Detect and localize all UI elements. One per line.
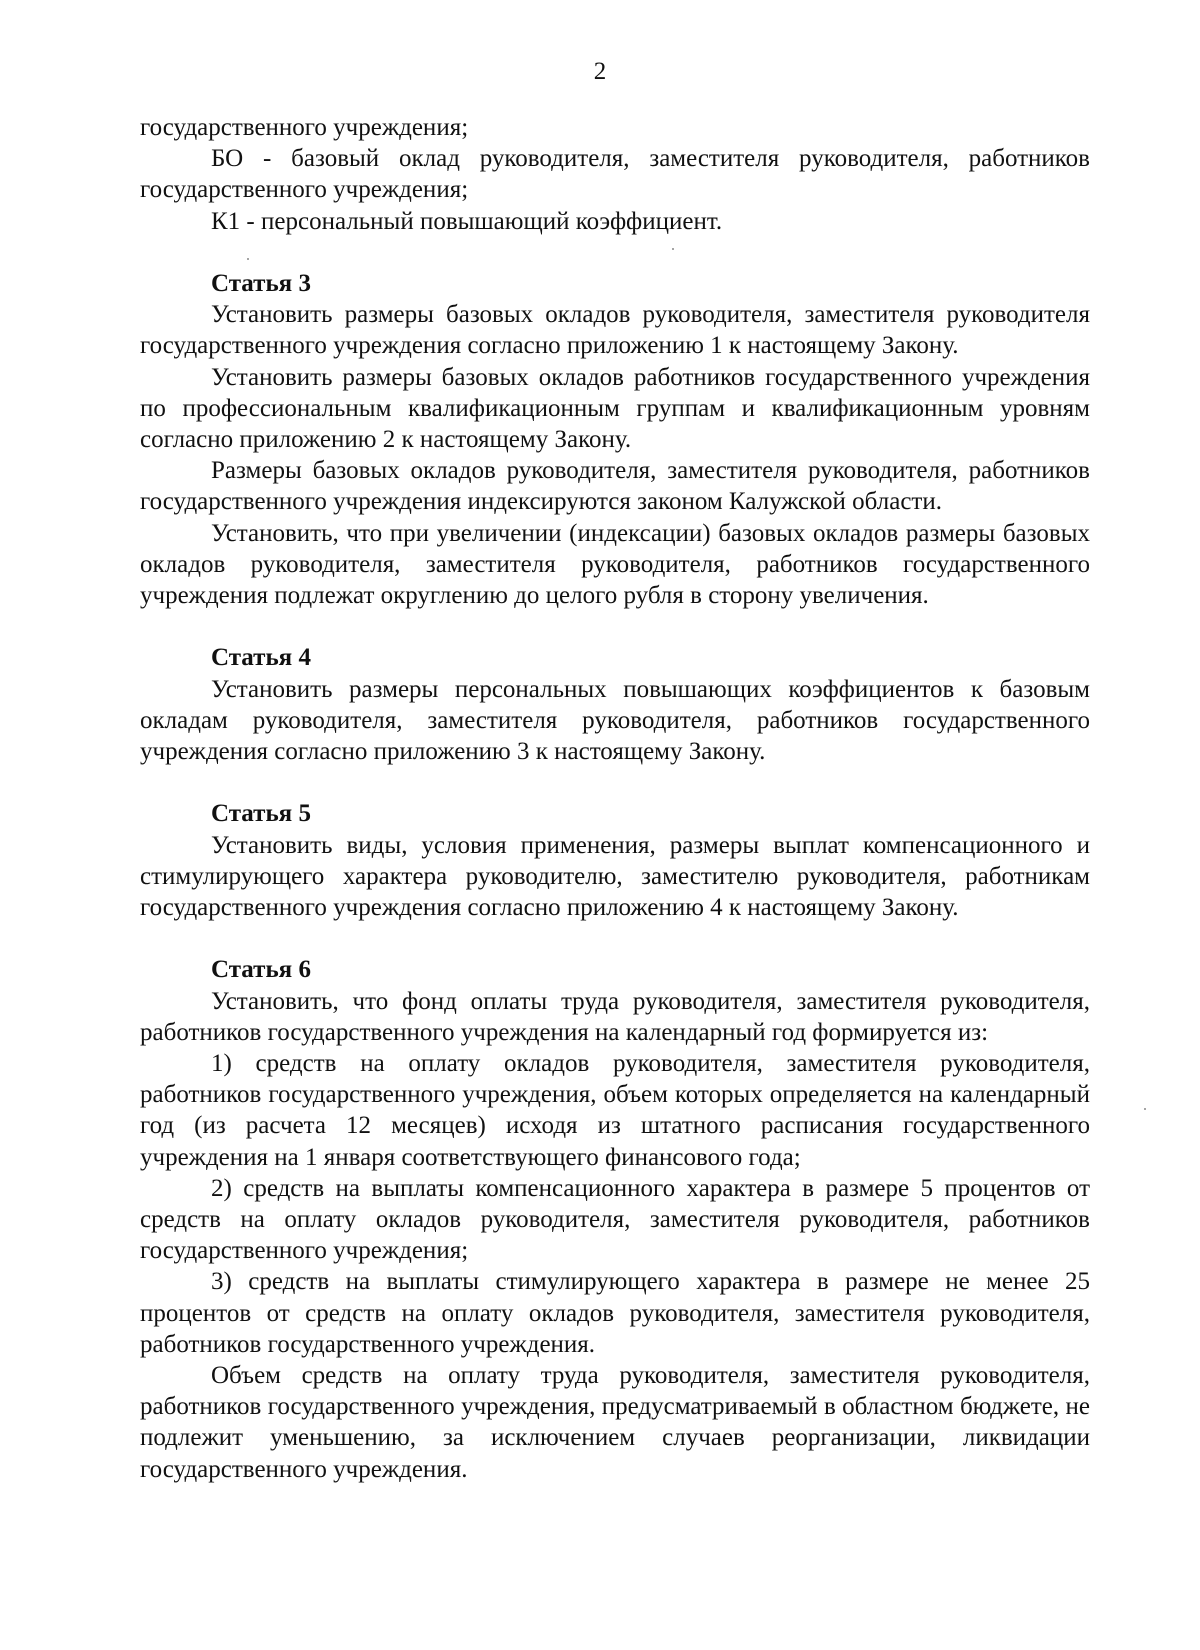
paragraph: Установить размеры персональных повышающих коэффициентов к базовым окладам руководителя, заместителя руководителя, работников государственного учреждения согласно приложению 3 к настоящему Закону. <box>140 675 1090 766</box>
article-heading: Статья 5 <box>211 800 311 828</box>
paragraph: Установить виды, условия применения, размеры выплат компенсационного и стимулирующего характера руководителю, заместителю руководителя, работникам государственного учреждения согласно приложению 4 к настоящему Закону. <box>140 831 1090 922</box>
article-heading: Статья 6 <box>211 956 311 984</box>
page-number: 2 <box>593 58 607 85</box>
list-item: 3) средств на выплаты стимулирующего характера в размере не менее 25 процентов от средств на оплату окладов руководителя, заместителя руководителя, работников государственного учреждения. <box>140 1268 1090 1358</box>
document-body <box>140 112 1090 1485</box>
spacer <box>140 611 1090 642</box>
list-item: 1) средств на оплату окладов руководителя, заместителя руководителя, работников государственного учреждения, объем которых определяется на календарный год (из расчета 12 месяцев) исходя из штатного расписания государственного учреждения на 1 января соответствующего финансового года; <box>140 1050 1090 1171</box>
paragraph: Установить, что при увеличении (индексации) базовых окладов размеры базовых окладов руководителя, заместителя руководителя, работников государственного учреждения подлежат округлению до целого рубля в сторону увеличения. <box>140 519 1090 610</box>
paragraph: Установить размеры базовых окладов руководителя, заместителя руководителя государственного учреждения согласно приложению 1 к настоящему Закону. <box>140 301 1090 360</box>
article-heading: Статья 3 <box>211 270 311 297</box>
paragraph: государственного учреждения; <box>140 114 469 141</box>
paragraph: Установить, что фонд оплаты труда руководителя, заместителя руководителя, работников государственного учреждения на календарный год формируется из: <box>140 987 1090 1046</box>
paragraph: К1 - персональный повышающий коэффициент. <box>211 207 723 235</box>
paragraph: Объем средств на оплату труда руководителя, заместителя руководителя, работников государственного учреждения, предусматриваемый в областном бюджете, не подлежит уменьшению, за исключением случаев реорганизации, ликвидации государственного учреждения. <box>140 1362 1090 1483</box>
list-item: 2) средств на выплаты компенсационного характера в размере 5 процентов от средств на оплату окладов руководителя, заместителя руководителя, работников государственного учреждения; <box>140 1174 1090 1265</box>
article-heading: Статья 4 <box>211 644 311 672</box>
spacer <box>140 923 1090 954</box>
spacer <box>140 237 1090 268</box>
paragraph: Размеры базовых окладов руководителя, заместителя руководителя, работников государственного учреждения индексируются законом Калужской области. <box>140 457 1090 516</box>
paragraph: Установить размеры базовых окладов работников государственного учреждения по профессиональным квалификационным группам и квалификационным уровням согласно приложению 2 к настоящему Закону. <box>140 363 1090 454</box>
spacer <box>140 767 1090 798</box>
paragraph: БО - базовый оклад руководителя, заместителя руководителя, работников государственного учреждения; <box>140 145 1090 204</box>
scan-speck <box>1144 1108 1146 1110</box>
